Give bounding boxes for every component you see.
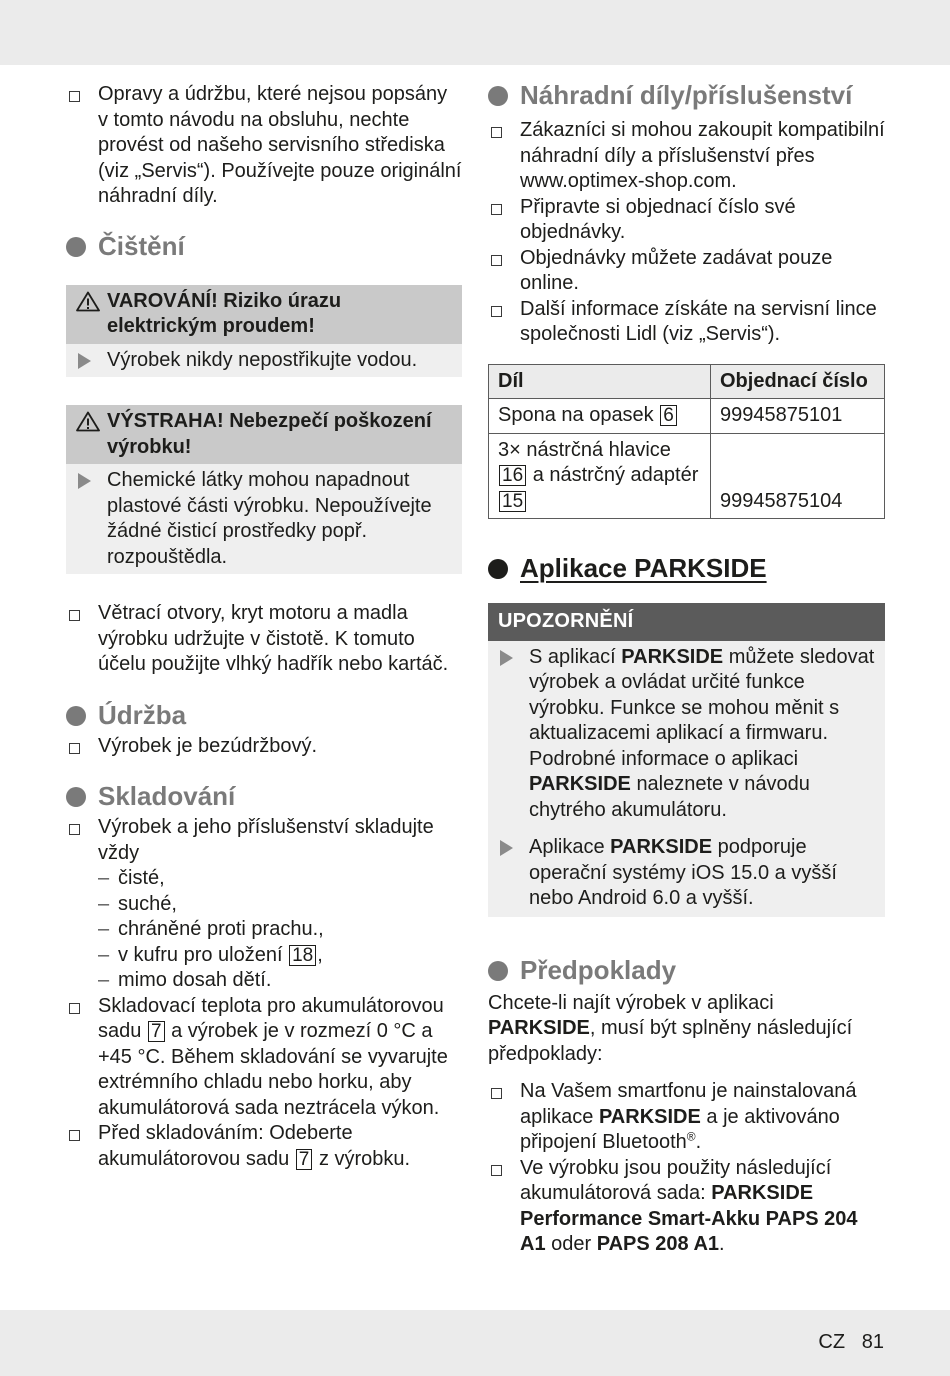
warning-triangle-icon bbox=[76, 411, 100, 432]
cleaning-heading: Čištění bbox=[66, 231, 462, 261]
storage-temp-bullet: Skladovací teplota pro akumulátorovou sadu 7 a výrobek je v rozmezí 0 °C a +45 °C. Během skladování se vyvarujte extrémního chladu nebo horku, aby akumulátorová sada neztrácela výkon. bbox=[66, 994, 462, 1122]
storage-condition: – v kufru pro uložení 18 , bbox=[66, 943, 462, 969]
repair-bullet: Opravy a údržbu, které nejsou popsány v tomto návodu na obsluhu, nechte provést od našeho servisního střediska (viz „Servis“). Používejte pouze originální náhradní díly. bbox=[66, 82, 462, 210]
storage-heading: Skladování bbox=[66, 781, 462, 811]
header-band bbox=[0, 0, 950, 65]
bullet-dot-icon bbox=[488, 961, 508, 981]
storage-condition: – chráněné proti prachu., bbox=[66, 917, 462, 943]
spare-bullet: Připravte si objednací číslo své objednávky. bbox=[488, 195, 885, 246]
page-number: CZ 81 bbox=[818, 1331, 884, 1353]
bullet-dot-icon bbox=[66, 237, 86, 257]
arrow-icon bbox=[500, 650, 513, 666]
ref-number: 18 bbox=[289, 945, 316, 966]
warning-triangle-icon bbox=[76, 291, 100, 312]
ref-number: 6 bbox=[660, 405, 677, 426]
ref-number: 7 bbox=[296, 1149, 313, 1170]
arrow-icon bbox=[78, 473, 91, 489]
bullet-dot-icon bbox=[66, 787, 86, 807]
left-column bbox=[66, 80, 462, 1172]
spare-bullet: Další informace získáte na servisní lince společnosti Lidl (viz „Servis“). bbox=[488, 297, 885, 348]
note-item: S aplikací PARKSIDE můžete sledovat výrobek a ovládat určité funkce výrobku. Funkce se mohou měnit s aktualizacemi aplikací a firmwaru. Podrobné informace o aplikaci PARKSIDE naleznete v návodu chytrého akumulátoru. bbox=[488, 641, 885, 828]
table-cell-number: 99945875104 bbox=[711, 433, 885, 519]
storage-remove-bullet: Před skladováním: Odeberte akumulátorovou sadu 7 z výrobku. bbox=[66, 1121, 462, 1172]
spare-parts-heading: Náhradní díly/příslušenství bbox=[488, 80, 885, 110]
ref-number: 7 bbox=[148, 1021, 165, 1042]
table-header-row bbox=[489, 364, 885, 399]
storage-bullet: Výrobek a jeho příslušenství skladujte vždy bbox=[66, 815, 462, 866]
ref-number: 15 bbox=[499, 491, 526, 512]
vents-bullet: Větrací otvory, kryt motoru a madla výrobku udržujte v čistotě. K tomuto účelu použijte vlhký hadřík nebo kartáč. bbox=[66, 601, 462, 678]
warning-item: Výrobek nikdy nepostřikujte vodou. bbox=[66, 344, 462, 378]
maintenance-bullet: Výrobek je bezúdržbový. bbox=[66, 734, 462, 760]
footer-band bbox=[0, 1310, 950, 1376]
table-cell-part: 3× nástrčná hlavice 16 a nástrčný adaptér 15 bbox=[489, 433, 711, 519]
table-header: Objednací číslo bbox=[711, 364, 885, 399]
table-row bbox=[489, 433, 885, 519]
spare-bullet: Objednávky můžete zadávat pouze online. bbox=[488, 246, 885, 297]
parts-table bbox=[488, 364, 885, 520]
warning-box-electric bbox=[66, 285, 462, 378]
bullet-dot-icon bbox=[488, 86, 508, 106]
arrow-icon bbox=[500, 840, 513, 856]
warning-box-damage bbox=[66, 405, 462, 574]
storage-condition: – suché, bbox=[66, 892, 462, 918]
note-item: Aplikace PARKSIDE podporuje operační systémy iOS 15.0 a vyšší nebo Android 6.0 a vyšší. bbox=[488, 827, 885, 917]
prerequisite-bullet: Ve výrobku jsou použity následující akumulátorová sada: PARKSIDE Performance Smart-Akku PAPS 204 A1 oder PAPS 208 A1. bbox=[488, 1156, 885, 1258]
maintenance-heading: Údržba bbox=[66, 700, 462, 730]
table-cell-number: 99945875101 bbox=[711, 399, 885, 434]
prerequisites-intro: Chcete-li najít výrobek v aplikaci PARKSIDE, musí být splněny následující předpoklady: bbox=[488, 991, 853, 1065]
ref-number: 16 bbox=[499, 465, 526, 486]
warning-item: Chemické látky mohou napadnout plastové části výrobku. Nepoužívejte žádné čisticí prostředky popř. rozpouštědla. bbox=[66, 464, 462, 574]
prerequisites-heading: Předpoklady bbox=[488, 955, 885, 985]
warning-head: VÝSTRAHA! Nebezpečí poškození výrobku! bbox=[66, 405, 462, 464]
arrow-icon bbox=[78, 353, 91, 369]
bullet-dot-icon bbox=[488, 559, 508, 579]
table-cell-part: Spona na opasek 6 bbox=[489, 399, 711, 434]
note-box bbox=[488, 603, 885, 917]
right-column bbox=[488, 80, 885, 1258]
storage-condition: – mimo dosah dětí. bbox=[66, 968, 462, 994]
app-heading: Aplikace PARKSIDE bbox=[488, 553, 885, 583]
bullet-dot-icon bbox=[66, 706, 86, 726]
storage-condition: – čisté, bbox=[66, 866, 462, 892]
spare-bullet: Zákazníci si mohou zakoupit kompatibilní náhradní díly a příslušenství přes www.optimex-shop.com. bbox=[488, 118, 885, 195]
table-row bbox=[489, 399, 885, 434]
note-head: UPOZORNĚNÍ bbox=[488, 603, 885, 641]
warning-head: VAROVÁNÍ! Riziko úrazu elektrickým proudem! bbox=[66, 285, 462, 344]
prerequisite-bullet: Na Vašem smartfonu je nainstalovaná aplikace PARKSIDE a je aktivováno připojení Bluetooth®. bbox=[488, 1079, 885, 1156]
table-header: Díl bbox=[489, 364, 711, 399]
